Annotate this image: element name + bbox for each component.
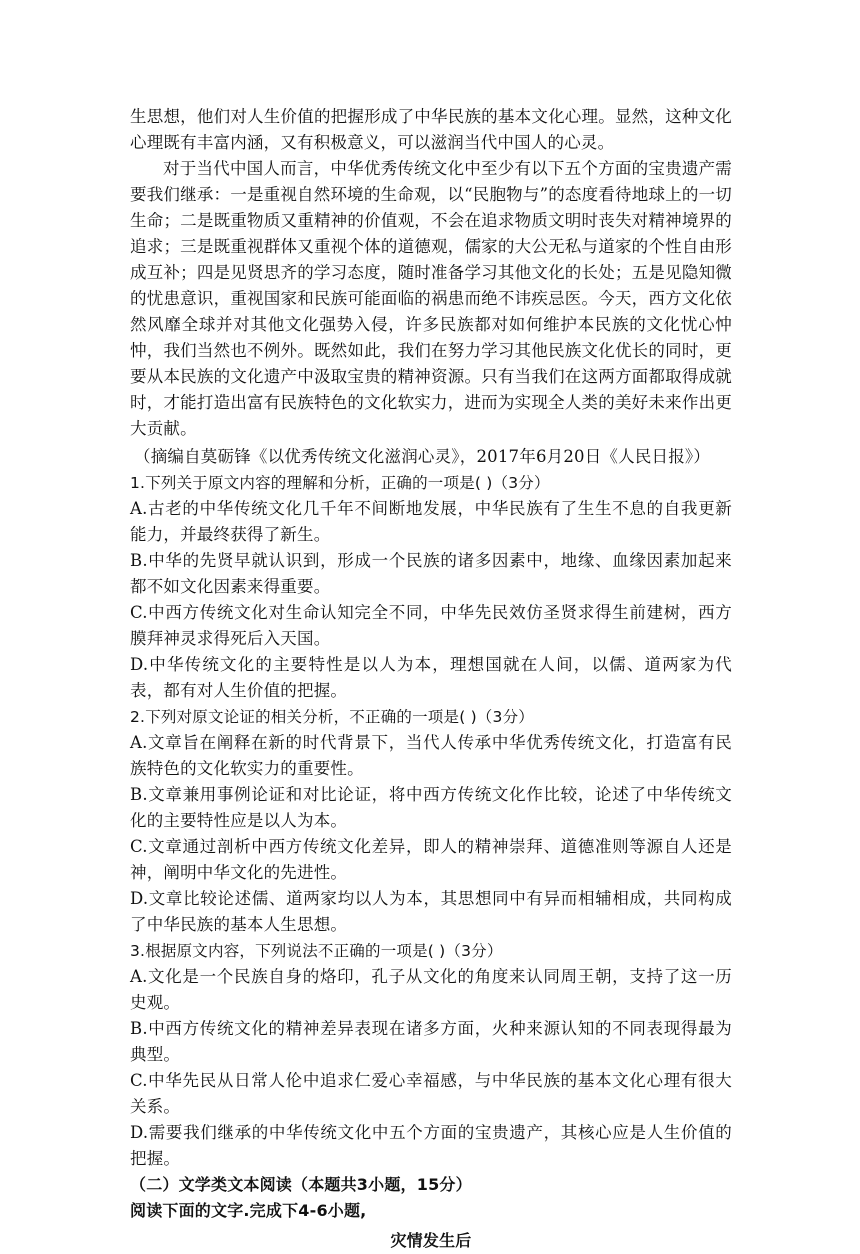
option-d: D.需要我们继承的中华传统文化中五个方面的宝贵遗产，其核心应是人生价值的把握。 <box>130 1123 732 1168</box>
passage-paragraph-2: 对于当代中国人而言，中华优秀传统文化中至少有以下五个方面的宝贵遗产需要我们继承：一是重视自然环境的生命观，以“民胞物与”的态度看待地球上的一切生命；二是既重物质又重精神的价值观，不会在追求物质文明时丧失对精神境界的追求；三是既重视群体又重视个体的道德观，儒家的大公无私与道家的个性自由形成互补；四是见贤思齐的学习态度，随时准备学习其他文化的长处；五是见隐知微的忧患意识，重视国家和民族可能面临的祸患而绝不讳疾忌医。今天，西方文化依然风靡全球并对其他文化强势入侵，许多民族都对如何维护本民族的文化忧心忡忡，我们当然也不例外。既然如此，我们在努力学习其他民族文化优长的同时，更要从本民族的文化遗产中汲取宝贵的精神资源。只有当我们在这两方面都取得成就时，才能打造出富有民族特色的文化软实力，进而为实现全人类的美好未来作出更大贡献。 <box>130 159 732 438</box>
passage-source: （摘编自莫砺锋《以优秀传统文化滋润心灵》，2017年6月20日《人民日报》） <box>134 447 711 466</box>
section-instruction: 阅读下面的文字.完成下4-6小题, <box>130 1201 367 1220</box>
option-d: D.中华传统文化的主要特性是以人为本，理想国就在人间，以儒、道两家为代表，都有对人生价值的把握。 <box>130 655 732 700</box>
question-2 <box>130 704 732 938</box>
option-b: B.中华的先贤早就认识到，形成一个民族的诸多因素中，地缘、血缘因素加起来都不如文化因素来得重要。 <box>130 551 732 596</box>
option-c: C.中华先民从日常人伦中追求仁爱心幸福感，与中华民族的基本文化心理有很大关系。 <box>130 1071 732 1116</box>
question-3 <box>130 938 732 1172</box>
option-b: B.中西方传统文化的精神差异表现在诸多方面，火种来源认知的不同表现得最为典型。 <box>130 1019 732 1064</box>
option-d: D.文章比较论述儒、道两家均以人为本，其思想同中有异而相辅相成，共同构成了中华民族的基本人生思想。 <box>130 889 732 934</box>
question-stem: 3.根据原文内容，下列说法不正确的一项是( )（3分） <box>130 942 503 960</box>
option-a: A.文章旨在阐释在新的时代背景下，当代人传承中华优秀传统文化，打造富有民族特色的文化软实力的重要性。 <box>130 733 732 778</box>
story-title: 灾情发生后 <box>390 1231 472 1250</box>
option-b: B.文章兼用事例论证和对比论证，将中西方传统文化作比较，论述了中华传统文化的主要特性应是以人为本。 <box>130 785 732 830</box>
option-c: C.中西方传统文化对生命认知完全不同，中华先民效仿圣贤求得生前建树，西方膜拜神灵求得死后入天国。 <box>130 603 732 648</box>
question-stem: 1.下列关于原文内容的理解和分析，正确的一项是( )（3分） <box>130 474 550 492</box>
option-a: A.文化是一个民族自身的烙印，孔子从文化的角度来认同周王朝，支持了这一历史观。 <box>130 967 732 1012</box>
option-a: A.古老的中华传统文化几千年不间断地发展，中华民族有了生生不息的自我更新能力，并最终获得了新生。 <box>130 499 732 544</box>
passage-paragraph-1: 生思想，他们对人生价值的把握形成了中华民族的基本文化心理。显然，这种文化心理既有丰富内涵，又有积极意义，可以滋润当代中国人的心灵。 <box>130 107 732 152</box>
question-stem: 2.下列对原文论证的相关分析，不正确的一项是( )（3分） <box>130 708 534 726</box>
question-1 <box>130 470 732 704</box>
section-heading: （二）文学类文本阅读（本题共3小题，15分） <box>130 1175 472 1194</box>
option-c: C.文章通过剖析中西方传统文化差异，即人的精神崇拜、道德准则等源自人还是神，阐明中华文化的先进性。 <box>130 837 732 882</box>
